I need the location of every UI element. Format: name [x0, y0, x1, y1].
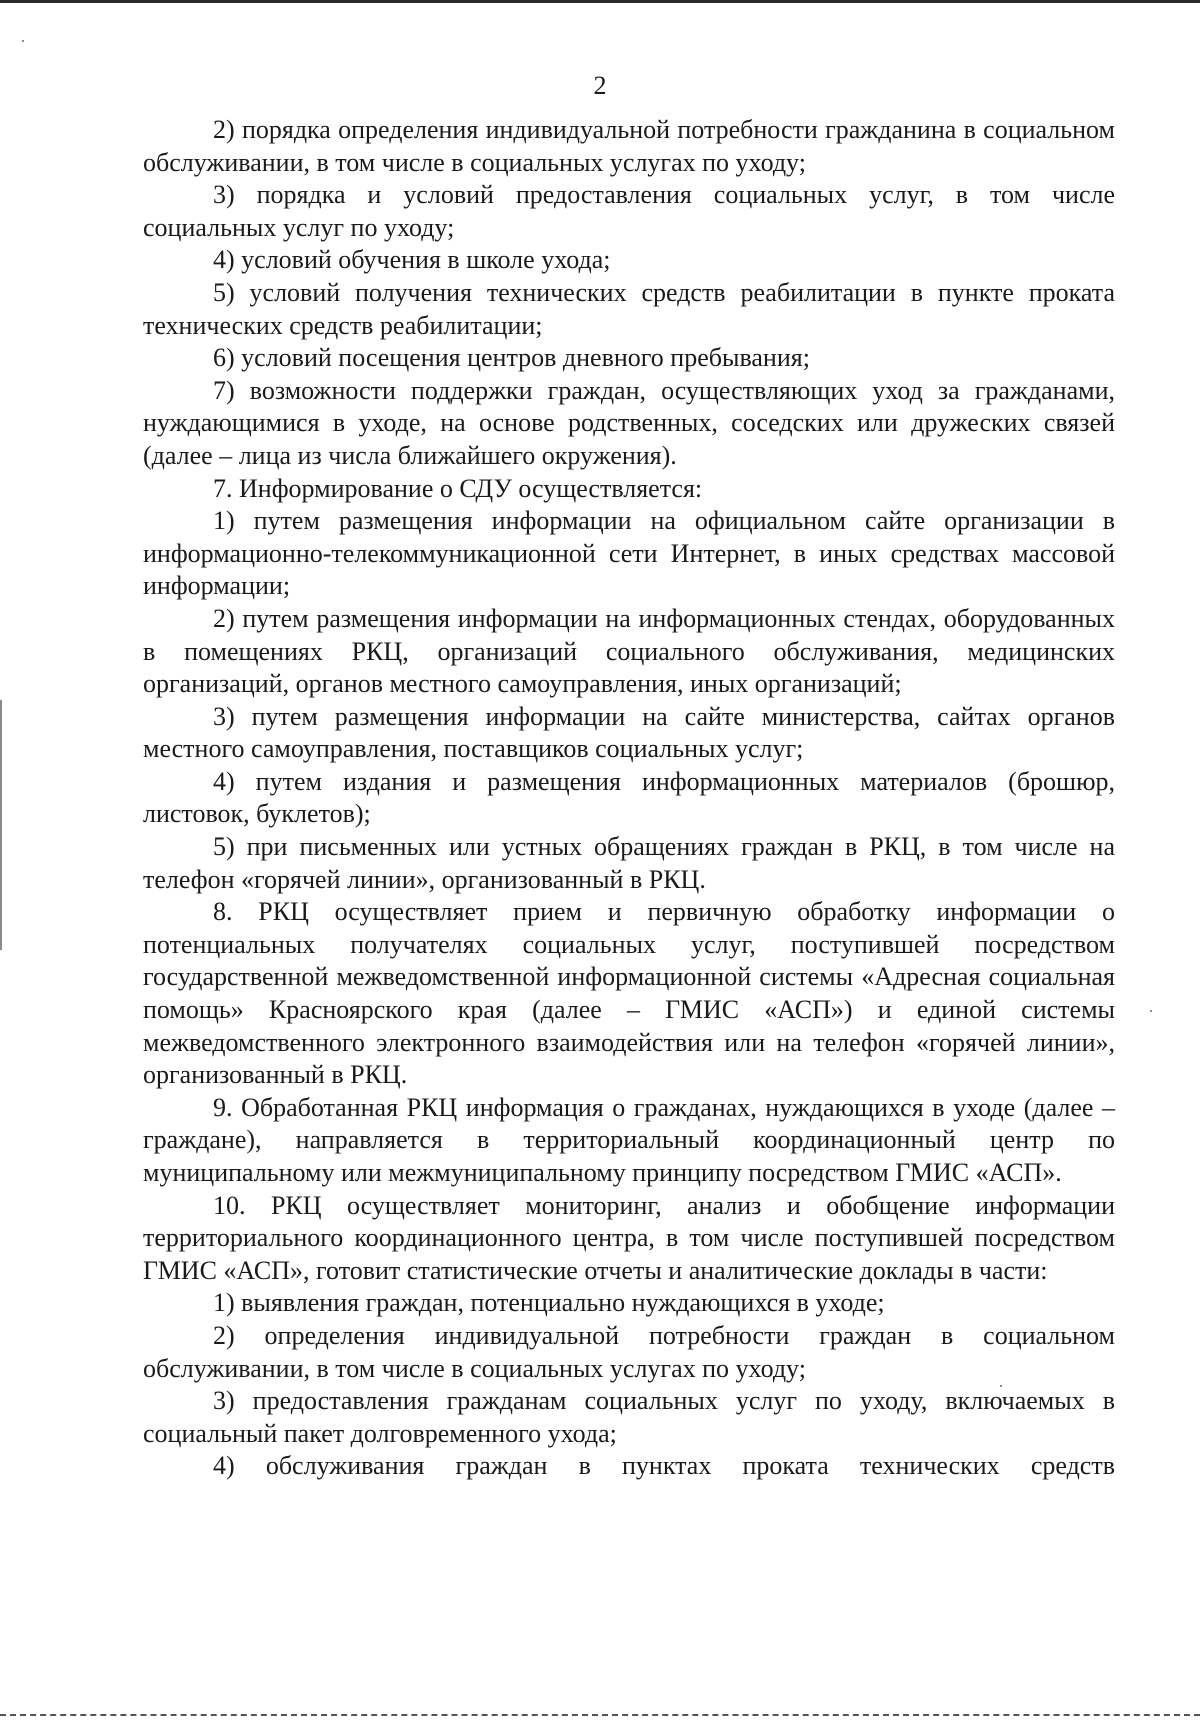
scan-top-edge — [0, 0, 1200, 3]
paragraph: 3) путем размещения информации на сайте министерства, сайтах органов местного самоуправления, поставщиков социальных услуг; — [143, 701, 1115, 764]
paragraph: 8. РКЦ осуществляет прием и первичную обработку информации о потенциальных получателях социальных услуг, поступившей посредством государственной межведомственной информационной системы «Адресная социальная помощь» Красноярского края (далее – ГМИС «АСП») и единой системы межведомственного электронного взаимодействия или на телефон «горячей линии», организованный в РКЦ. — [143, 897, 1115, 1090]
document-body — [143, 114, 1115, 1483]
paragraph: 10. РКЦ осуществляет мониторинг, анализ и обобщение информации территориального координационного центра, в том числе поступившей посредством ГМИС «АСП», готовит статистические отчеты и аналитические доклады в части: — [143, 1190, 1115, 1285]
paragraph: 1) путем размещения информации на официальном сайте организации в информационно-телекоммуникационной сети Интернет, в иных средствах массовой информации; — [143, 506, 1115, 601]
paragraph: 1) выявления граждан, потенциально нуждающихся в уходе; — [213, 1288, 885, 1318]
paragraph: 4) обслуживания граждан в пунктах проката технических средств — [213, 1451, 1115, 1481]
paragraph: 4) условий обучения в школе ухода; — [213, 245, 611, 275]
paragraph: 2) определения индивидуальной потребности граждан в социальном обслуживании, в том числе в социальных услугах по уходу; — [143, 1320, 1115, 1383]
scan-speck — [1150, 1010, 1152, 1012]
paragraph: 3) предоставления гражданам социальных услуг по уходу, включаемых в социальный пакет долговременного ухода; — [143, 1386, 1115, 1448]
page-number: 2 — [593, 71, 607, 100]
section-heading: 7. Информирование о СДУ осуществляется: — [213, 473, 703, 503]
paragraph: 6) условий посещения центров дневного пребывания; — [213, 343, 810, 373]
paragraph: 4) путем издания и размещения информационных материалов (брошюр, листовок, буклетов); — [143, 766, 1115, 829]
paragraph: 9. Обработанная РКЦ информация о гражданах, нуждающихся в уходе (далее – граждане), направляется в территориальный координационный центр по муниципальному или межмуниципальному принципу посредством ГМИС «АСП». — [143, 1092, 1115, 1187]
paragraph: 2) путем размещения информации на информационных стендах, оборудованных в помещениях РКЦ, организаций социального обслуживания, медицинских организаций, органов местного самоуправления, иных организаций; — [143, 603, 1115, 699]
scan-left-edge — [0, 700, 2, 950]
paragraph: 2) порядка определения индивидуальной потребности гражданина в социальном обслуживании, в том числе в социальных услугах по уходу; — [143, 115, 1115, 177]
paragraph: 7) возможности поддержки граждан, осуществляющих уход за гражданами, нуждающимися в уходе, на основе родственных, соседских или дружеских связей (далее – лица из числа ближайшего окружения). — [143, 375, 1115, 470]
scan-bottom-edge — [0, 1714, 1200, 1716]
paragraph: 5) при письменных или устных обращениях граждан в РКЦ, в том числе на телефон «горячей линии», организованный в РКЦ. — [143, 832, 1115, 894]
paragraph: 5) условий получения технических средств реабилитации в пункте проката технических средств реабилитации; — [143, 277, 1115, 340]
paragraph: 3) порядка и условий предоставления социальных услуг, в том числе социальных услуг по уходу; — [143, 180, 1115, 242]
scan-speck — [22, 40, 24, 42]
